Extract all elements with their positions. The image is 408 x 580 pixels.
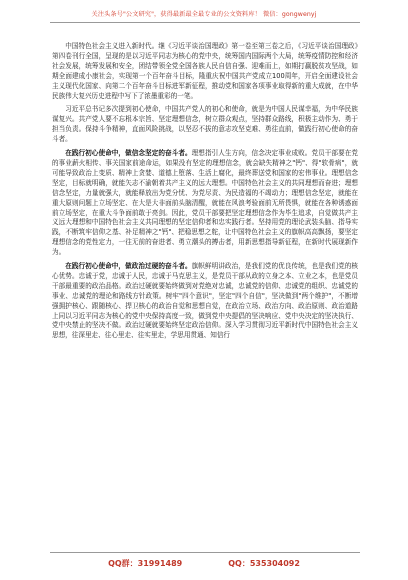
paragraph-mission: 习近平总书记多次提到初心使命，中国共产党人的初心和使命，就是为中国人民谋幸福，为中华民族谋复兴。共产党人要不忘根本宗旨、坚定理想信念，树立群众观点，坚持群众路线，积极主动作为、勇于担当负责。保持斗争精神，直面风险挑战，以坚忍不拔的意志攻坚克难、勇往直前，做践行初心使命的奋斗者。: [52, 105, 358, 144]
paragraph-politics-text: 旗帜鲜明讲政治，是我们党的优良传统，也是我们党的核心优势。忠诚于党，忠诚于人民，忠诚于马克思主义，是党员干部从政的立身之本、立业之本，也是党员干部最重要的政治品格。政治过硬就要始终做到对党绝对忠诚，忠诚党的信仰、忠诚党的组织、忠诚党的事业、忠诚党的理论和路线方针政策。树牢"四个意识"，坚定"四个自信"，坚决做到"两个维护"，不断增强拥护核心、跟随核心、捍卫核心的政治自觉和思想自觉，在政治立场、政治方向、政治原则、政治道路上同以习近平同志为核心的党中央保持高度一致，做到党中央提倡的坚决响应、党中央决定的坚决执行、党中央禁止的坚决不做。政治过硬就要始终坚定政治信仰。深入学习贯彻习近平新时代中国特色社会主义思想，往深里走、往心里走、往实里走，学思用贯通、知信行: [52, 262, 358, 340]
footer-divider: [50, 552, 360, 553]
paragraph-politics-heading: 在践行初心使命中，做政治过硬的奋斗者。: [65, 262, 192, 271]
header-text: 关注头条号"公文研究"，获得最新最全最专业的公文资料库！ 微信：gongwenyj: [91, 10, 317, 18]
footer-qq-number: QQ：535304092: [228, 559, 300, 568]
footer-qq-group: QQ群：31991489: [108, 559, 183, 568]
paragraph-politics: [52, 262, 358, 341]
page-header: [0, 6, 408, 20]
page-footer: [0, 558, 408, 569]
header-divider: [50, 22, 360, 23]
paragraph-faith: [52, 149, 358, 258]
document-body: [52, 42, 358, 345]
paragraph-faith-text: 理想指引人生方向，信念决定事业成败。党员干部要在党的事业薪火相传、事关国家前途命运，如果没有坚定的理想信念，就会缺失精神之"钙"、得"软骨病"，就可能导致政治上变质、精神上贪婪、道德上堕落、生活上腐化，最终葬送党和国家的宏伟事业。理想信念坚定，目标就明确，就能矢志不渝朝着共产主义的远大理想。中国特色社会主义的共同理想而奋进；理想信念坚定，力量就强大，就能释放出为党分忧、为党尽责、为民造福的不竭动力；理想信念坚定，就能在重大原则问题上立场坚定、在大是大非面前头脑清醒，就能在风浪考验面前无所畏惧，就能在各种诱惑面前立场坚定，在重大斗争面前敢于亮剑。因此，党员干部要把坚定理想信念作为毕生追求，自觉做共产主义远大理想和中国特色社会主义共同理想的坚定信仰者和忠实践行者。坚持用党的理论武装头脑、指导实践，不断筑牢信仰之基、补足精神之"钙"、把稳思想之舵，让中国特色社会主义的旗帜高高飘扬，要坚定理想信念的党性定力，一往无前的奋进者、勇立潮头的搏击者，用新思想指导新征程，在新时代展现新作为。: [52, 149, 358, 257]
paragraph-faith-heading: 在践行初心使命中，做信念坚定的奋斗者。: [65, 149, 192, 158]
paragraph-intro: 中国特色社会主义进入新时代。继《习近平谈治国理政》第一卷至第三卷之后，《习近平谈治国理政》第四卷刊行全国，呈现的是以习近平同志为核心的党中央，统筹国内国际两个大局，统筹疫情防控和经济社会发展，统筹发展和安全，团结带领全党全国各族人民自信自强、迎难而上，如期打赢脱贫攻坚战，如期全面建成小康社会，实现第一个百年奋斗目标，隆重庆祝中国共产党成立100周年，开启全面建设社会主义现代化国家、向第二个百年奋斗目标进军新征程，推动党和国家各项事业取得新的重大成就，在中华民族伟大复兴历史进程中写下了浓墨重彩的一笔。: [52, 42, 358, 100]
